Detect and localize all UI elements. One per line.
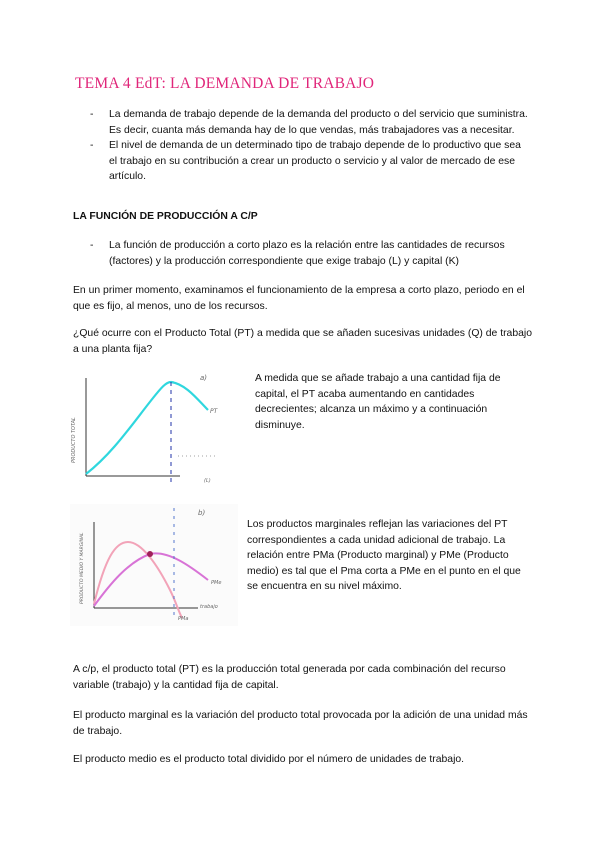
figure-a-caption: A medida que se añade trabajo a una cantidad fija de capital, el PT acaba aumentando en cantidades decrecientes; alcanza un máximo y a continuación disminuye. (255, 373, 501, 431)
list-item: - La demanda de trabajo depende de la demanda del producto o del servicio que suministra. Es decir, cuanta más demanda hay de lo que vendas, más trabajadores vas a necesitar. (90, 107, 530, 138)
page-title: TEMA 4 EdT: LA DEMANDA DE TRABAJO (75, 75, 375, 92)
figure-a-label: a) (200, 374, 208, 382)
x-axis-label: trabajo (200, 604, 218, 610)
closing-paragraph-average: El producto medio es el producto total dividido por el número de unidades de trabajo. (73, 754, 465, 765)
figure-b-label: b) (198, 509, 206, 517)
x-axis-label: (L) (204, 478, 211, 484)
intersection-point (147, 551, 153, 557)
pme-label: PMe (211, 580, 222, 586)
section-bullet-list (90, 238, 530, 269)
first-moment-paragraph: En un primer momento, examinamos el funcionamiento de la empresa a corto plazo, periodo en el que es fijo, al menos, uno de los recursos. (73, 285, 525, 312)
section-heading: LA FUNCIÓN DE PRODUCCIÓN A C/P (73, 211, 258, 222)
question-paragraph: ¿Qué ocurre con el Producto Total (PT) a medida que se añaden sucesivas unidades (Q) de trabajo a una planta fija? (73, 328, 532, 355)
marginal-average-product-figure (70, 504, 238, 626)
y-axis-label: PRODUCTO MEDIO Y MARGINAL (80, 532, 85, 604)
total-product-figure (58, 368, 240, 490)
closing-paragraph-marginal: El producto marginal es la variación del producto total provocada por la adición de una unidad más de trabajo. (73, 710, 528, 737)
figure-b-caption: Los productos marginales reflejan las variaciones del PT correspondientes a cada unidad adicional de trabajo. La relación entre PMa (Producto marginal) y PMe (Producto medio) es tal que el Pma corta a PMe en el punto en el que se encuentra en su nivel máximo. (247, 519, 521, 592)
list-item: - El nivel de demanda de un determinado tipo de trabajo depende de lo productivo que sea el trabajo en su contribución a crear un producto o servicio y al valor de mercado de ese artículo. (90, 138, 530, 185)
list-item: - La función de producción a corto plazo es la relación entre las cantidades de recursos (factores) y la producción correspondiente que exige trabajo (L) y capital (K) (90, 238, 530, 269)
intro-bullet-list (90, 107, 530, 185)
pt-curve (86, 382, 208, 474)
pt-curve-label: PT (210, 408, 218, 415)
pma-label: PMa (178, 616, 189, 622)
closing-paragraph-total: A c/p, el producto total (PT) es la producción total generada por cada combinación del recurso variable (trabajo) y la cantidad fija de capital. (73, 664, 506, 691)
y-axis-label: PRODUCTO TOTAL (71, 417, 77, 463)
